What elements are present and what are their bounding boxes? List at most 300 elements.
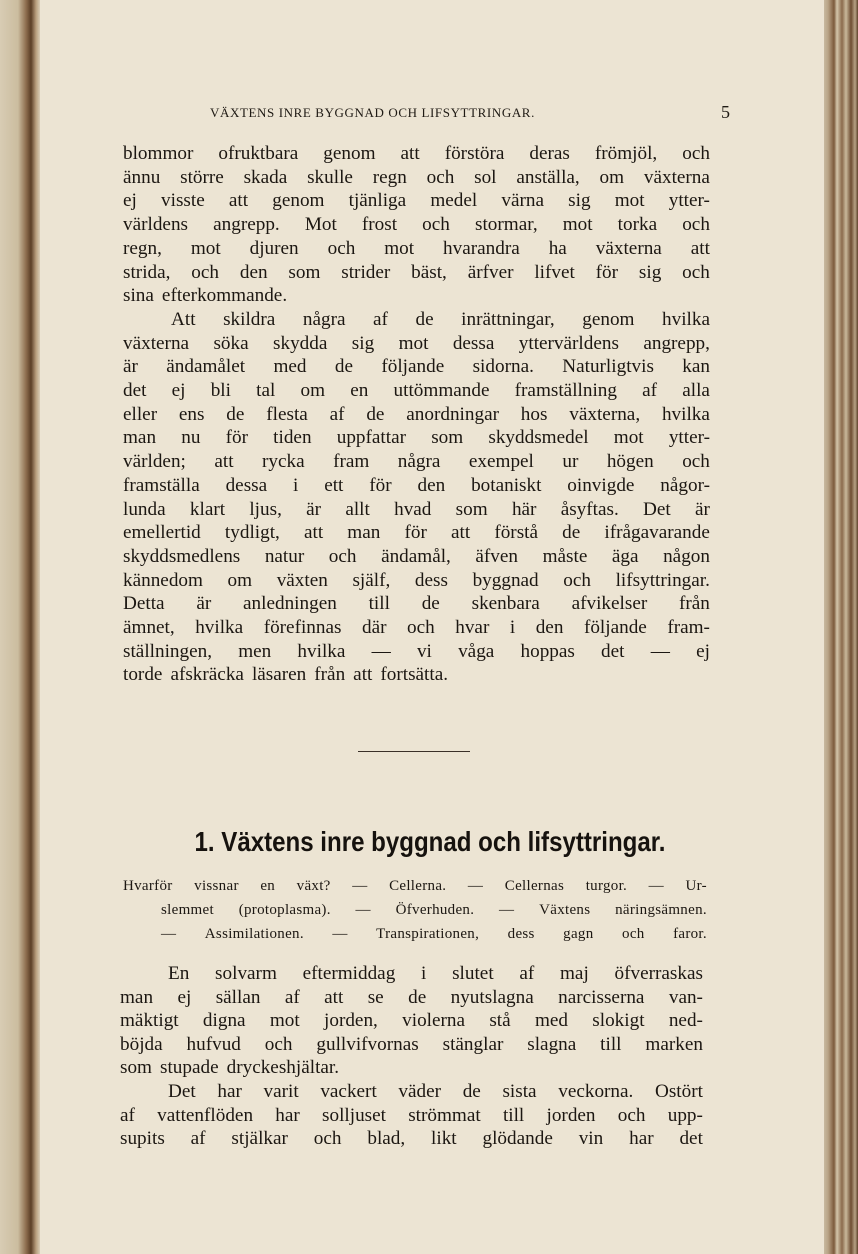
text-line xyxy=(123,922,707,946)
word: de xyxy=(366,403,385,425)
text-line xyxy=(123,142,710,166)
word: måste xyxy=(542,545,588,567)
word: hvilka xyxy=(297,640,346,662)
word: Cellernas xyxy=(504,878,565,894)
word: Ur- xyxy=(685,878,707,894)
word: medel xyxy=(430,190,478,212)
word: strömmat xyxy=(408,1104,481,1126)
word: genom xyxy=(323,143,376,164)
word: ämnet, xyxy=(123,617,175,639)
word: genom xyxy=(582,308,635,330)
word: har xyxy=(275,1104,300,1126)
word: följande xyxy=(381,356,445,378)
word: Växtens xyxy=(539,902,591,918)
word: är xyxy=(695,498,710,520)
word: — xyxy=(332,926,348,942)
word: och xyxy=(617,1104,646,1126)
word: Öfverhuden. xyxy=(395,902,475,918)
word: där xyxy=(361,617,387,639)
word: blommor xyxy=(123,143,194,164)
word: den xyxy=(535,617,564,639)
word: öfverraskas xyxy=(614,963,703,984)
text-line xyxy=(120,1056,703,1080)
word: af xyxy=(642,380,658,402)
word: lifvet xyxy=(534,261,575,283)
text-line xyxy=(123,284,710,308)
word: botaniskt xyxy=(471,474,542,496)
word: är xyxy=(123,356,138,378)
word: en xyxy=(350,380,369,402)
text-line xyxy=(123,213,710,237)
word: en xyxy=(260,878,276,894)
word: regn xyxy=(372,166,407,188)
word: deras xyxy=(529,143,570,164)
word: fram- xyxy=(667,617,710,639)
word: hvarandra xyxy=(443,237,520,259)
text-line xyxy=(123,898,707,922)
word: för xyxy=(369,474,392,496)
word: växterna xyxy=(643,166,710,188)
word: äfven xyxy=(475,545,519,567)
word: tal xyxy=(256,380,276,402)
word: uttömmande xyxy=(393,380,490,402)
word: slutet xyxy=(452,963,494,984)
word: af xyxy=(284,986,300,1008)
word: glödande xyxy=(482,1128,553,1150)
word: vi xyxy=(416,640,432,662)
word: ofruktbara xyxy=(218,143,299,164)
section-divider xyxy=(358,751,470,752)
word: skyddsmedel xyxy=(488,427,589,449)
word: läsaren xyxy=(251,664,307,686)
word: och xyxy=(191,261,219,283)
word: världens xyxy=(123,214,189,236)
word: hufvud xyxy=(186,1033,241,1055)
word: någor- xyxy=(660,474,710,496)
word: som xyxy=(431,427,464,449)
word: om xyxy=(300,380,326,402)
word: dryckeshjältar. xyxy=(226,1057,340,1079)
word: sidorna. xyxy=(472,356,534,378)
word: och xyxy=(264,1033,293,1055)
word: förstöra xyxy=(444,143,505,164)
word: oinvigde xyxy=(567,474,635,496)
word: visste xyxy=(161,190,205,212)
word: natur xyxy=(264,545,305,567)
word: och xyxy=(426,166,455,188)
word: från xyxy=(314,664,346,686)
word: ändamål, xyxy=(381,545,451,567)
word: veckorna. xyxy=(558,1080,634,1102)
word: hvilka xyxy=(661,403,710,425)
word: mot xyxy=(613,427,644,449)
body-text-top xyxy=(123,142,710,687)
word: emellertid xyxy=(123,522,201,544)
word: likt xyxy=(431,1128,457,1150)
word: strider xyxy=(341,261,391,283)
word: angrepp, xyxy=(643,332,710,354)
word: jorden xyxy=(546,1104,596,1126)
word: af xyxy=(329,403,345,425)
word: och xyxy=(313,1128,342,1150)
word: Det xyxy=(643,498,671,520)
word: turgor. xyxy=(585,878,628,894)
word: högen xyxy=(606,451,654,473)
word: — xyxy=(355,902,371,918)
word: från xyxy=(679,593,710,615)
word: upp- xyxy=(667,1104,703,1126)
text-line xyxy=(123,545,710,569)
text-line xyxy=(123,426,710,450)
word: söka xyxy=(213,332,249,354)
word: uppfattar xyxy=(336,427,406,449)
word: som xyxy=(288,261,321,283)
word: de xyxy=(226,403,245,425)
running-header xyxy=(210,103,730,125)
word: till xyxy=(368,593,390,615)
word: större xyxy=(180,166,224,188)
word: maj xyxy=(560,963,589,984)
word: växten xyxy=(276,569,328,591)
word: skildra xyxy=(223,308,276,330)
word: eftermiddag xyxy=(302,963,396,984)
page-number: 5 xyxy=(721,102,730,122)
word: hvad xyxy=(394,498,432,520)
word: nyutslagna xyxy=(450,986,534,1008)
word: att xyxy=(324,986,344,1008)
word: anordningar xyxy=(406,403,499,425)
word: blad, xyxy=(367,1128,406,1150)
word: själf, xyxy=(352,569,391,591)
word: de xyxy=(334,356,353,378)
word: efterkommande. xyxy=(161,285,288,307)
word: i xyxy=(421,963,427,984)
word: torka xyxy=(617,214,658,236)
word: genom xyxy=(272,190,325,212)
word: sista xyxy=(502,1080,537,1102)
word: ned- xyxy=(668,1010,703,1032)
word: angrepp. xyxy=(213,214,280,236)
word: af xyxy=(190,1128,206,1150)
word: hos xyxy=(520,403,548,425)
word: i xyxy=(293,474,299,496)
word: till xyxy=(502,1104,525,1126)
word: man xyxy=(123,427,157,449)
word: åsyftas. xyxy=(560,498,619,520)
word: tiden xyxy=(273,427,312,449)
word: ändamålet xyxy=(166,356,246,378)
word: vattenflöden xyxy=(157,1104,254,1126)
word: med xyxy=(534,1010,568,1032)
word: digna xyxy=(202,1010,246,1032)
word: sina xyxy=(123,285,154,307)
word: stormar, xyxy=(474,214,538,236)
word: att xyxy=(690,237,710,259)
word: om xyxy=(599,166,625,188)
word: — xyxy=(161,926,177,942)
text-line xyxy=(123,569,710,593)
word: — xyxy=(371,640,391,662)
text-line xyxy=(123,189,710,213)
word: ha xyxy=(548,237,567,259)
text-line xyxy=(123,874,707,898)
word: mäktigt xyxy=(120,1010,179,1032)
word: Hvarför xyxy=(123,878,173,894)
word: bli xyxy=(210,380,231,402)
word: växterna xyxy=(123,332,190,354)
word: skada xyxy=(243,166,288,188)
word: kännedom xyxy=(123,569,203,591)
word: mot xyxy=(190,237,221,259)
word: man xyxy=(120,986,154,1008)
text-line xyxy=(120,1009,703,1033)
word: van- xyxy=(668,986,703,1008)
word: skulle xyxy=(307,166,353,188)
word: man xyxy=(347,522,381,544)
word: Att xyxy=(171,308,196,330)
word: hvilka xyxy=(195,617,244,639)
word: förefinnas xyxy=(263,617,342,639)
word: att xyxy=(353,664,373,686)
word: de xyxy=(462,1080,481,1102)
word: här xyxy=(511,498,537,520)
word: ställningen, xyxy=(123,640,212,662)
word: djuren xyxy=(249,237,299,259)
text-line xyxy=(123,474,710,498)
word: det xyxy=(123,380,147,402)
word: i xyxy=(509,617,516,639)
text-line xyxy=(123,616,710,640)
word: framställa xyxy=(123,474,200,496)
word: växt? xyxy=(296,878,331,894)
word: sol xyxy=(474,166,497,188)
word: det xyxy=(601,640,625,662)
word: bäst, xyxy=(411,261,447,283)
word: anledningen xyxy=(243,593,337,615)
word: ännu xyxy=(123,166,161,188)
word: den xyxy=(417,474,446,496)
word: hvilka xyxy=(662,308,710,330)
text-line xyxy=(120,1080,703,1104)
word: allt xyxy=(345,498,370,520)
word: ens xyxy=(178,403,205,425)
word: flesta xyxy=(266,403,308,425)
word: Ostört xyxy=(654,1080,703,1102)
word: torde xyxy=(123,664,163,686)
word: stå xyxy=(489,1010,511,1032)
word: sig xyxy=(351,332,375,354)
word: Naturligtvis xyxy=(562,356,654,378)
word: stupade xyxy=(160,1057,219,1079)
word: Det xyxy=(168,1080,196,1102)
word: ej xyxy=(177,986,192,1008)
text-line xyxy=(120,962,703,986)
text-line xyxy=(123,498,710,522)
word: vissnar xyxy=(194,878,239,894)
word: Assimilationen. xyxy=(204,926,304,942)
chapter-heading: 1. Växtens inre byggnad och lifsyttringar. xyxy=(194,826,666,857)
word: klart xyxy=(189,498,226,520)
text-line xyxy=(123,663,710,687)
word: slagna xyxy=(527,1033,577,1055)
word: hvar xyxy=(455,617,490,639)
word: och xyxy=(422,214,450,236)
word: dessa xyxy=(225,474,268,496)
word: ytter- xyxy=(668,190,710,212)
word: fortsätta. xyxy=(380,664,449,686)
word: slokigt xyxy=(592,1010,645,1032)
word: eller xyxy=(123,403,158,425)
text-line xyxy=(123,450,710,474)
word: följande xyxy=(583,617,647,639)
word: mot xyxy=(398,332,429,354)
chapter-synopsis xyxy=(123,874,707,946)
word: att xyxy=(228,190,249,212)
word: framställning xyxy=(514,380,617,402)
word: — xyxy=(648,878,664,894)
text-line xyxy=(123,592,710,616)
word: och xyxy=(682,214,710,236)
word: att xyxy=(451,522,471,544)
word: växterna, xyxy=(569,403,641,425)
word: afskräcka xyxy=(170,664,244,686)
word: den xyxy=(239,261,268,283)
word: regn, xyxy=(123,237,162,259)
word: och xyxy=(407,617,435,639)
word: gagn xyxy=(563,926,594,942)
word: de xyxy=(421,593,440,615)
word: fram xyxy=(333,451,370,473)
word: äga xyxy=(611,545,639,567)
word: Transpirationen, xyxy=(376,926,480,942)
word: någon xyxy=(663,545,710,567)
word: några xyxy=(302,308,346,330)
word: gullvifvornas xyxy=(316,1033,419,1055)
text-line xyxy=(123,403,710,427)
word: mot xyxy=(384,237,415,259)
word: näringsämnen. xyxy=(615,902,707,918)
word: några xyxy=(397,451,441,473)
text-line xyxy=(120,1127,703,1151)
word: — xyxy=(352,878,368,894)
word: nu xyxy=(181,427,201,449)
word: förstå xyxy=(494,522,539,544)
page-edges xyxy=(822,0,858,1254)
word: sig xyxy=(638,261,662,283)
word: varit xyxy=(263,1080,299,1102)
text-line xyxy=(120,986,703,1010)
text-line xyxy=(123,521,710,545)
word: ej xyxy=(171,380,186,402)
word: böjda xyxy=(120,1033,163,1055)
word: inrättningar, xyxy=(461,308,555,330)
word: för xyxy=(595,261,619,283)
word: stänglar xyxy=(442,1033,504,1055)
word: att xyxy=(214,451,234,473)
word: supits xyxy=(120,1128,165,1150)
word: ifrågavarande xyxy=(604,522,710,544)
word: och xyxy=(682,261,710,283)
word: för xyxy=(225,427,248,449)
text-line xyxy=(123,166,710,190)
body-text-bottom xyxy=(120,962,703,1151)
word: En xyxy=(168,963,190,984)
word: ytter- xyxy=(668,427,710,449)
word: faror. xyxy=(673,926,707,942)
word: har xyxy=(217,1080,242,1102)
word: för xyxy=(404,522,427,544)
word: som xyxy=(120,1057,152,1079)
text-line xyxy=(123,355,710,379)
word: de xyxy=(408,986,427,1008)
text-line xyxy=(123,640,710,664)
text-line xyxy=(123,379,710,403)
word: ett xyxy=(324,474,344,496)
word: och xyxy=(563,569,591,591)
word: dessa xyxy=(452,332,495,354)
word: är xyxy=(306,498,322,520)
word: är xyxy=(196,593,212,615)
word: narcisserna xyxy=(558,986,645,1008)
word: anställa, xyxy=(516,166,580,188)
word: om xyxy=(227,569,253,591)
word: Mot xyxy=(304,214,337,236)
word: frost xyxy=(361,214,398,236)
word: till xyxy=(600,1033,622,1055)
running-header-title: VÄXTENS INRE BYGGNAD OCH LIFSYTTRINGAR. xyxy=(210,105,535,120)
word: afvikelser xyxy=(571,593,648,615)
word: de xyxy=(415,308,434,330)
word: violerna xyxy=(402,1010,466,1032)
word: af xyxy=(373,308,388,330)
word: kan xyxy=(682,356,710,378)
word: att xyxy=(303,522,324,544)
word: sällan xyxy=(215,986,261,1008)
word: växterna xyxy=(595,237,662,259)
word: men xyxy=(238,640,272,662)
book-page xyxy=(40,0,824,1254)
word: af xyxy=(120,1104,135,1126)
word: som xyxy=(455,498,488,520)
word: ur xyxy=(562,451,579,473)
word: världen; xyxy=(123,451,186,473)
text-line xyxy=(120,1104,703,1128)
word: alla xyxy=(682,380,710,402)
word: strida, xyxy=(123,261,171,283)
word: vin xyxy=(578,1128,604,1150)
word: det xyxy=(679,1128,703,1150)
word: och xyxy=(682,143,710,164)
word: (protoplasma). xyxy=(238,902,331,918)
word: lifsyttringar. xyxy=(615,569,710,591)
word: Detta xyxy=(123,593,165,615)
word: — xyxy=(650,640,670,662)
word: frömjöl, xyxy=(594,143,658,164)
word: våga xyxy=(458,640,495,662)
text-line xyxy=(123,332,710,356)
word: och xyxy=(682,451,710,473)
word: yttervärldens xyxy=(518,332,619,354)
word: Cellerna. xyxy=(389,878,447,894)
word: och xyxy=(328,545,357,567)
word: väder xyxy=(398,1080,442,1102)
word: värna xyxy=(501,190,544,212)
word: ej xyxy=(696,640,710,662)
word: tydligt, xyxy=(224,522,280,544)
word: skenbara xyxy=(471,593,540,615)
book-binding-edge xyxy=(0,0,40,1254)
word: stjälkar xyxy=(231,1128,288,1150)
